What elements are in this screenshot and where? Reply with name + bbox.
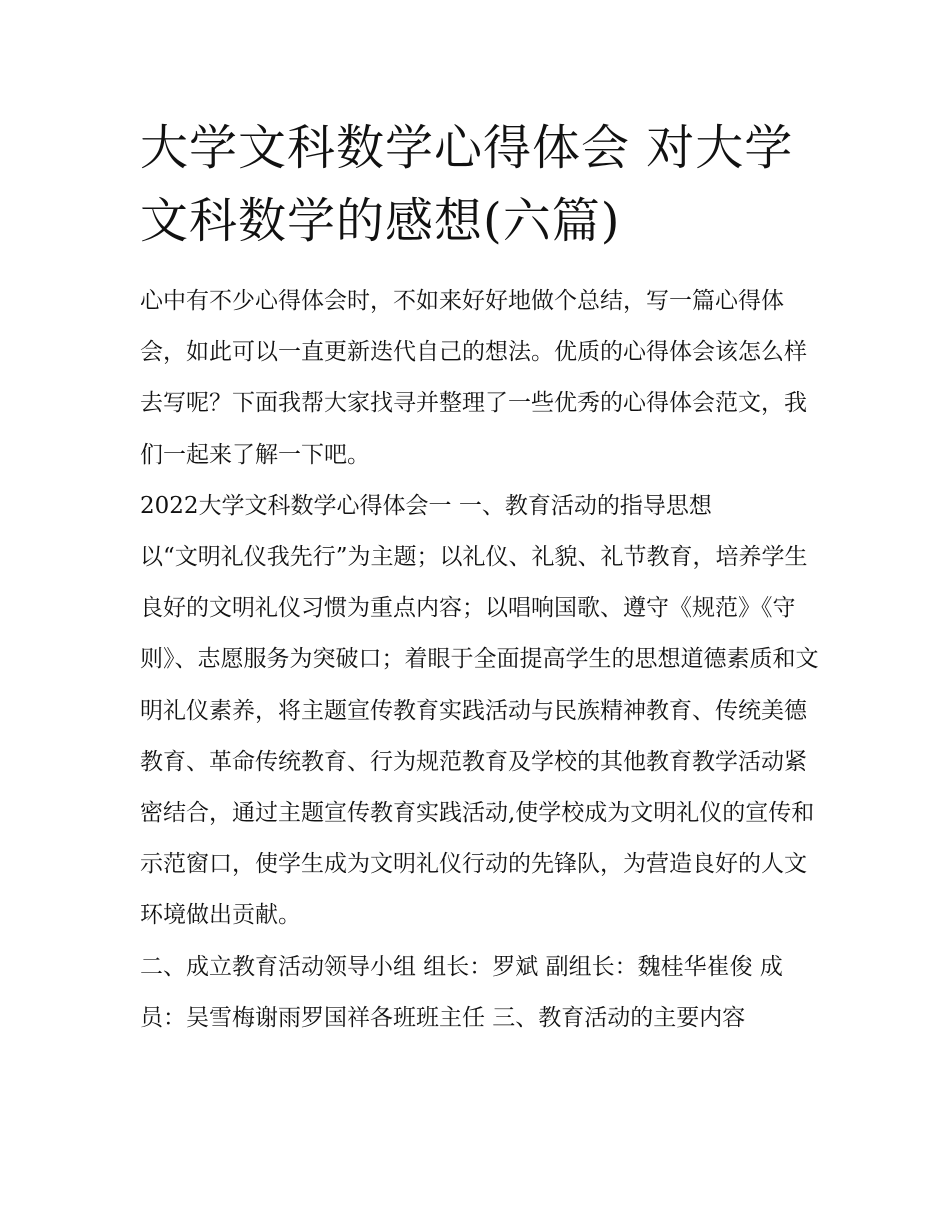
document-body <box>140 276 820 1044</box>
guiding-thought-paragraph: 以“文明礼仪我先行”为主题；以礼仪、礼貌、礼节教育，培养学生良好的文明礼仪习惯为重点内容；以唱响国歌、遵守《规范》《守则》、志愿服务为突破口；着眼于全面提高学生的思想道德素质和文明礼仪素养，将主题宣传教育实践活动与民族精神教育、传统美德教育、革命传统教育、行为规范教育及学校的其他教育教学活动紧密结合，通过主题宣传教育实践活动,使学校成为文明礼仪的宣传和示范窗口，使学生成为文明礼仪行动的先锋队，为营造良好的人文环境做出贡献。 <box>140 544 819 929</box>
document-title: 大学文科数学心得体会 对大学文科数学的感想(六篇) <box>140 120 794 249</box>
leadership-group-paragraph: 二、成立教育活动领导小组 组长：罗斌 副组长：魏桂华崔俊 成员：吴雪梅谢雨罗国祥各班班主任 三、教育活动的主要内容 <box>140 953 783 1031</box>
intro-paragraph: 心中有不少心得体会时，不如来好好地做个总结，写一篇心得体会，如此可以一直更新迭代自己的想法。优质的心得体会该怎么样去写呢？下面我帮大家找寻并整理了一些优秀的心得体会范文，我们一起来了解一下吧。 <box>140 288 807 468</box>
section-heading-paragraph: 2022大学文科数学心得体会一 一、教育活动的指导思想 <box>140 492 712 519</box>
